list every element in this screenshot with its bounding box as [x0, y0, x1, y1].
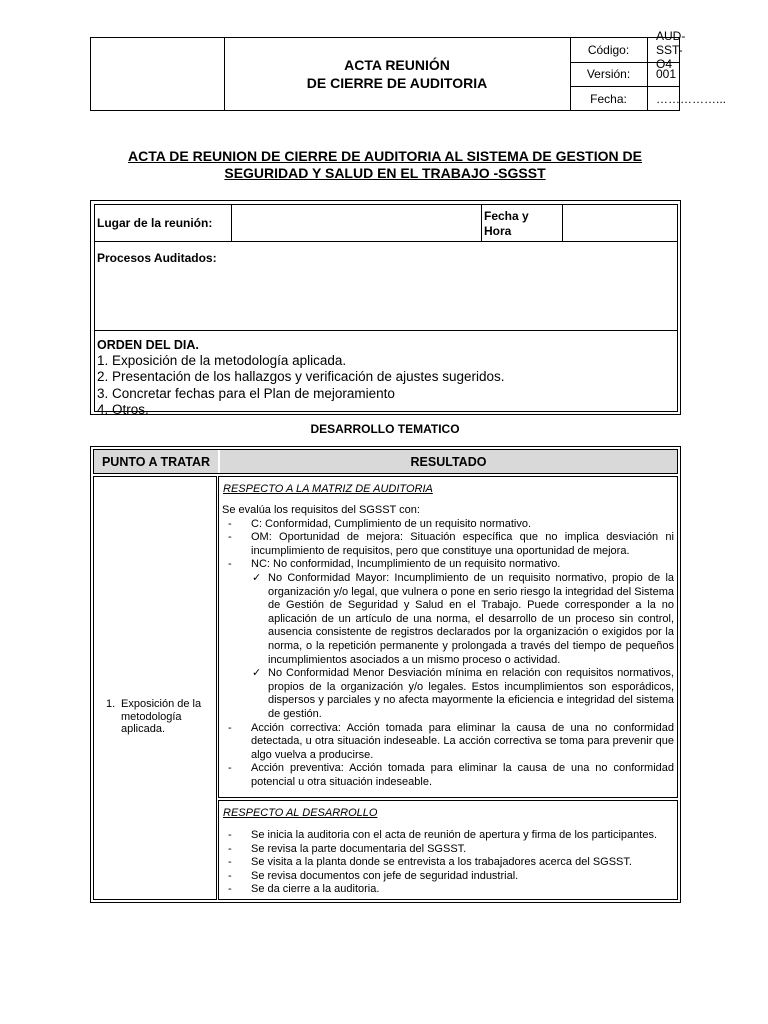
meeting-info-table: [90, 200, 681, 415]
codigo-value: AUD-SST-O4: [656, 29, 686, 71]
header-title: [224, 38, 571, 110]
header-title-line1: ACTA REUNIÓN: [344, 57, 450, 73]
section2-title: RESPECTO AL DESARROLLO: [223, 807, 378, 819]
section2-body: [222, 829, 674, 897]
list-item: [222, 829, 674, 843]
list-item: [222, 531, 674, 558]
list-item: [222, 572, 674, 667]
header-meta: [570, 29, 727, 110]
tematico-table: [90, 446, 681, 903]
dash-bullet: -: [228, 842, 232, 855]
orden-del-dia: [95, 331, 677, 417]
list-item: [222, 558, 674, 572]
checkmark-icon: ✓: [252, 667, 262, 680]
list-item-text: Se inicia la auditoria con el acta de reunión de apertura y firma de los participantes.: [251, 829, 658, 841]
main-title-line1: ACTA DE REUNION DE CIERRE DE AUDITORIA AL SISTEMA DE GESTION DE: [128, 148, 642, 164]
section1-title: RESPECTO A LA MATRIZ DE AUDITORIA: [223, 483, 433, 495]
list-item: [222, 883, 674, 897]
header-title-line2: DE CIERRE DE AUDITORIA: [306, 75, 488, 91]
list-item-text: No Conformidad Mayor: Incumplimiento de un requisito normativo, propio de la organización y/o legal, que vulnera o pone en serio riesgo la integridad del Sistema de Gestión de Seguridad y Salud en el Trabajo. Puede corresponder a la no aplicación de un artículo de una norma, el desarrollo de un proceso sin control, ausencia consistente de registros declarados por la organización o exigidos por la norma, o la repetición permanente y prolongada a través del tiempo de pequeños incumplimientos asociados a un mismo proceso o actividad.: [268, 571, 674, 666]
list-item-text: C: Conformidad, Cumplimiento de un requisito normativo.: [251, 517, 532, 530]
logo-cell: [91, 38, 225, 110]
punto-text: Exposición de la metodología aplicada.: [121, 698, 202, 735]
list-item-text: OM: Oportunidad de mejora: Situación específica que no implica desviación ni incumplimiento de requisitos, pero que constituye una oportunidad de mejora.: [251, 531, 674, 557]
resultado-desarrollo-cell: [218, 800, 678, 900]
list-item-text: No Conformidad Menor Desviación mínima en relación con requisitos normativos, propios de la organización y/o legales. Estos incumplimientos son esporádicos, dispersos y parciales y no afecta mayormente la eficiencia e integridad del sistema de gestión.: [268, 667, 674, 720]
lugar-label: Lugar de la reunión:: [95, 205, 232, 241]
fecha-value: ……………...: [656, 91, 727, 106]
fecha-row: [570, 86, 727, 111]
dash-bullet: -: [228, 721, 232, 734]
main-title-line2: SEGURIDAD Y SALUD EN EL TRABAJO -SGSST: [224, 165, 546, 181]
version-value: 001: [656, 67, 677, 81]
checkmark-icon: ✓: [252, 571, 262, 584]
procesos-row[interactable]: [95, 242, 677, 331]
document-header: [90, 29, 727, 111]
table-header-row: [93, 449, 678, 474]
section1-body: [222, 504, 674, 789]
list-item-text: NC: No conformidad, Incumplimiento de un requisito normativo.: [251, 558, 561, 571]
codigo-row: [570, 29, 686, 71]
orden-item: 1. Exposición de la metodología aplicada.: [97, 353, 347, 368]
list-item: [222, 870, 674, 884]
dash-bullet: -: [228, 531, 232, 544]
version-row: [570, 62, 679, 87]
dash-bullet: -: [228, 883, 232, 896]
fecha-hora-line1: Fecha y: [484, 209, 529, 223]
dash-bullet: -: [228, 869, 232, 882]
lugar-value-field[interactable]: [231, 205, 482, 241]
punto-item: [106, 698, 218, 736]
list-item-text: Acción preventiva: Acción tomada para eliminar la causa de una no conformidad potencial u otra situación indeseable.: [251, 762, 674, 788]
punto-cell: [93, 476, 217, 900]
main-title: [90, 148, 680, 182]
col-header-resultado: RESULTADO: [410, 454, 487, 469]
section1-intro: Se evalúa los requisitos del SGSST con:: [222, 504, 420, 516]
dash-bullet: -: [228, 517, 232, 530]
orden-item: 4. Otros.: [97, 401, 149, 417]
procesos-label: Procesos Auditados:: [97, 251, 217, 265]
fecha-label: Fecha:: [570, 86, 648, 111]
list-item-text: Se revisa la parte documentaria del SGSST.: [251, 842, 467, 855]
dash-bullet: -: [228, 856, 232, 869]
punto-number: 1.: [106, 698, 116, 710]
codigo-label: Código:: [570, 38, 648, 62]
fecha-hora-label: [482, 205, 563, 241]
orden-title: ORDEN DEL DIA.: [97, 338, 199, 352]
list-item-text: Se visita a la planta donde se entrevista a los trabajadores acerca del SGSST.: [251, 856, 632, 869]
list-item: [222, 667, 674, 721]
list-item: [222, 762, 674, 789]
resultado-matriz-cell: [218, 476, 678, 798]
list-item-text: Se revisa documentos con jefe de seguridad industrial.: [251, 869, 519, 882]
desarrollo-title: DESARROLLO TEMATICO: [310, 422, 460, 436]
list-item-text: Se da cierre a la auditoria.: [251, 883, 380, 896]
dash-bullet: -: [228, 558, 232, 571]
list-item: [222, 518, 674, 532]
version-label: Versión:: [570, 62, 648, 86]
lugar-row: [95, 205, 677, 242]
list-item: [222, 843, 674, 857]
list-item: [222, 722, 674, 763]
col-header-punto: PUNTO A TRATAR: [94, 450, 220, 473]
list-item: [222, 856, 674, 870]
orden-item: 3. Concretar fechas para el Plan de mejoramiento: [97, 385, 395, 401]
orden-item: 2. Presentación de los hallazgos y verificación de ajustes sugeridos.: [97, 369, 505, 385]
dash-bullet: -: [228, 762, 232, 775]
list-item-text: Acción correctiva: Acción tomada para eliminar la causa de una no conformidad detectada, u otra situación indeseable. La acción correctiva se toma para prevenir que algo vuelva a producirse.: [251, 721, 674, 761]
fecha-hora-line2: Hora: [484, 224, 512, 238]
dash-bullet: -: [228, 829, 232, 841]
